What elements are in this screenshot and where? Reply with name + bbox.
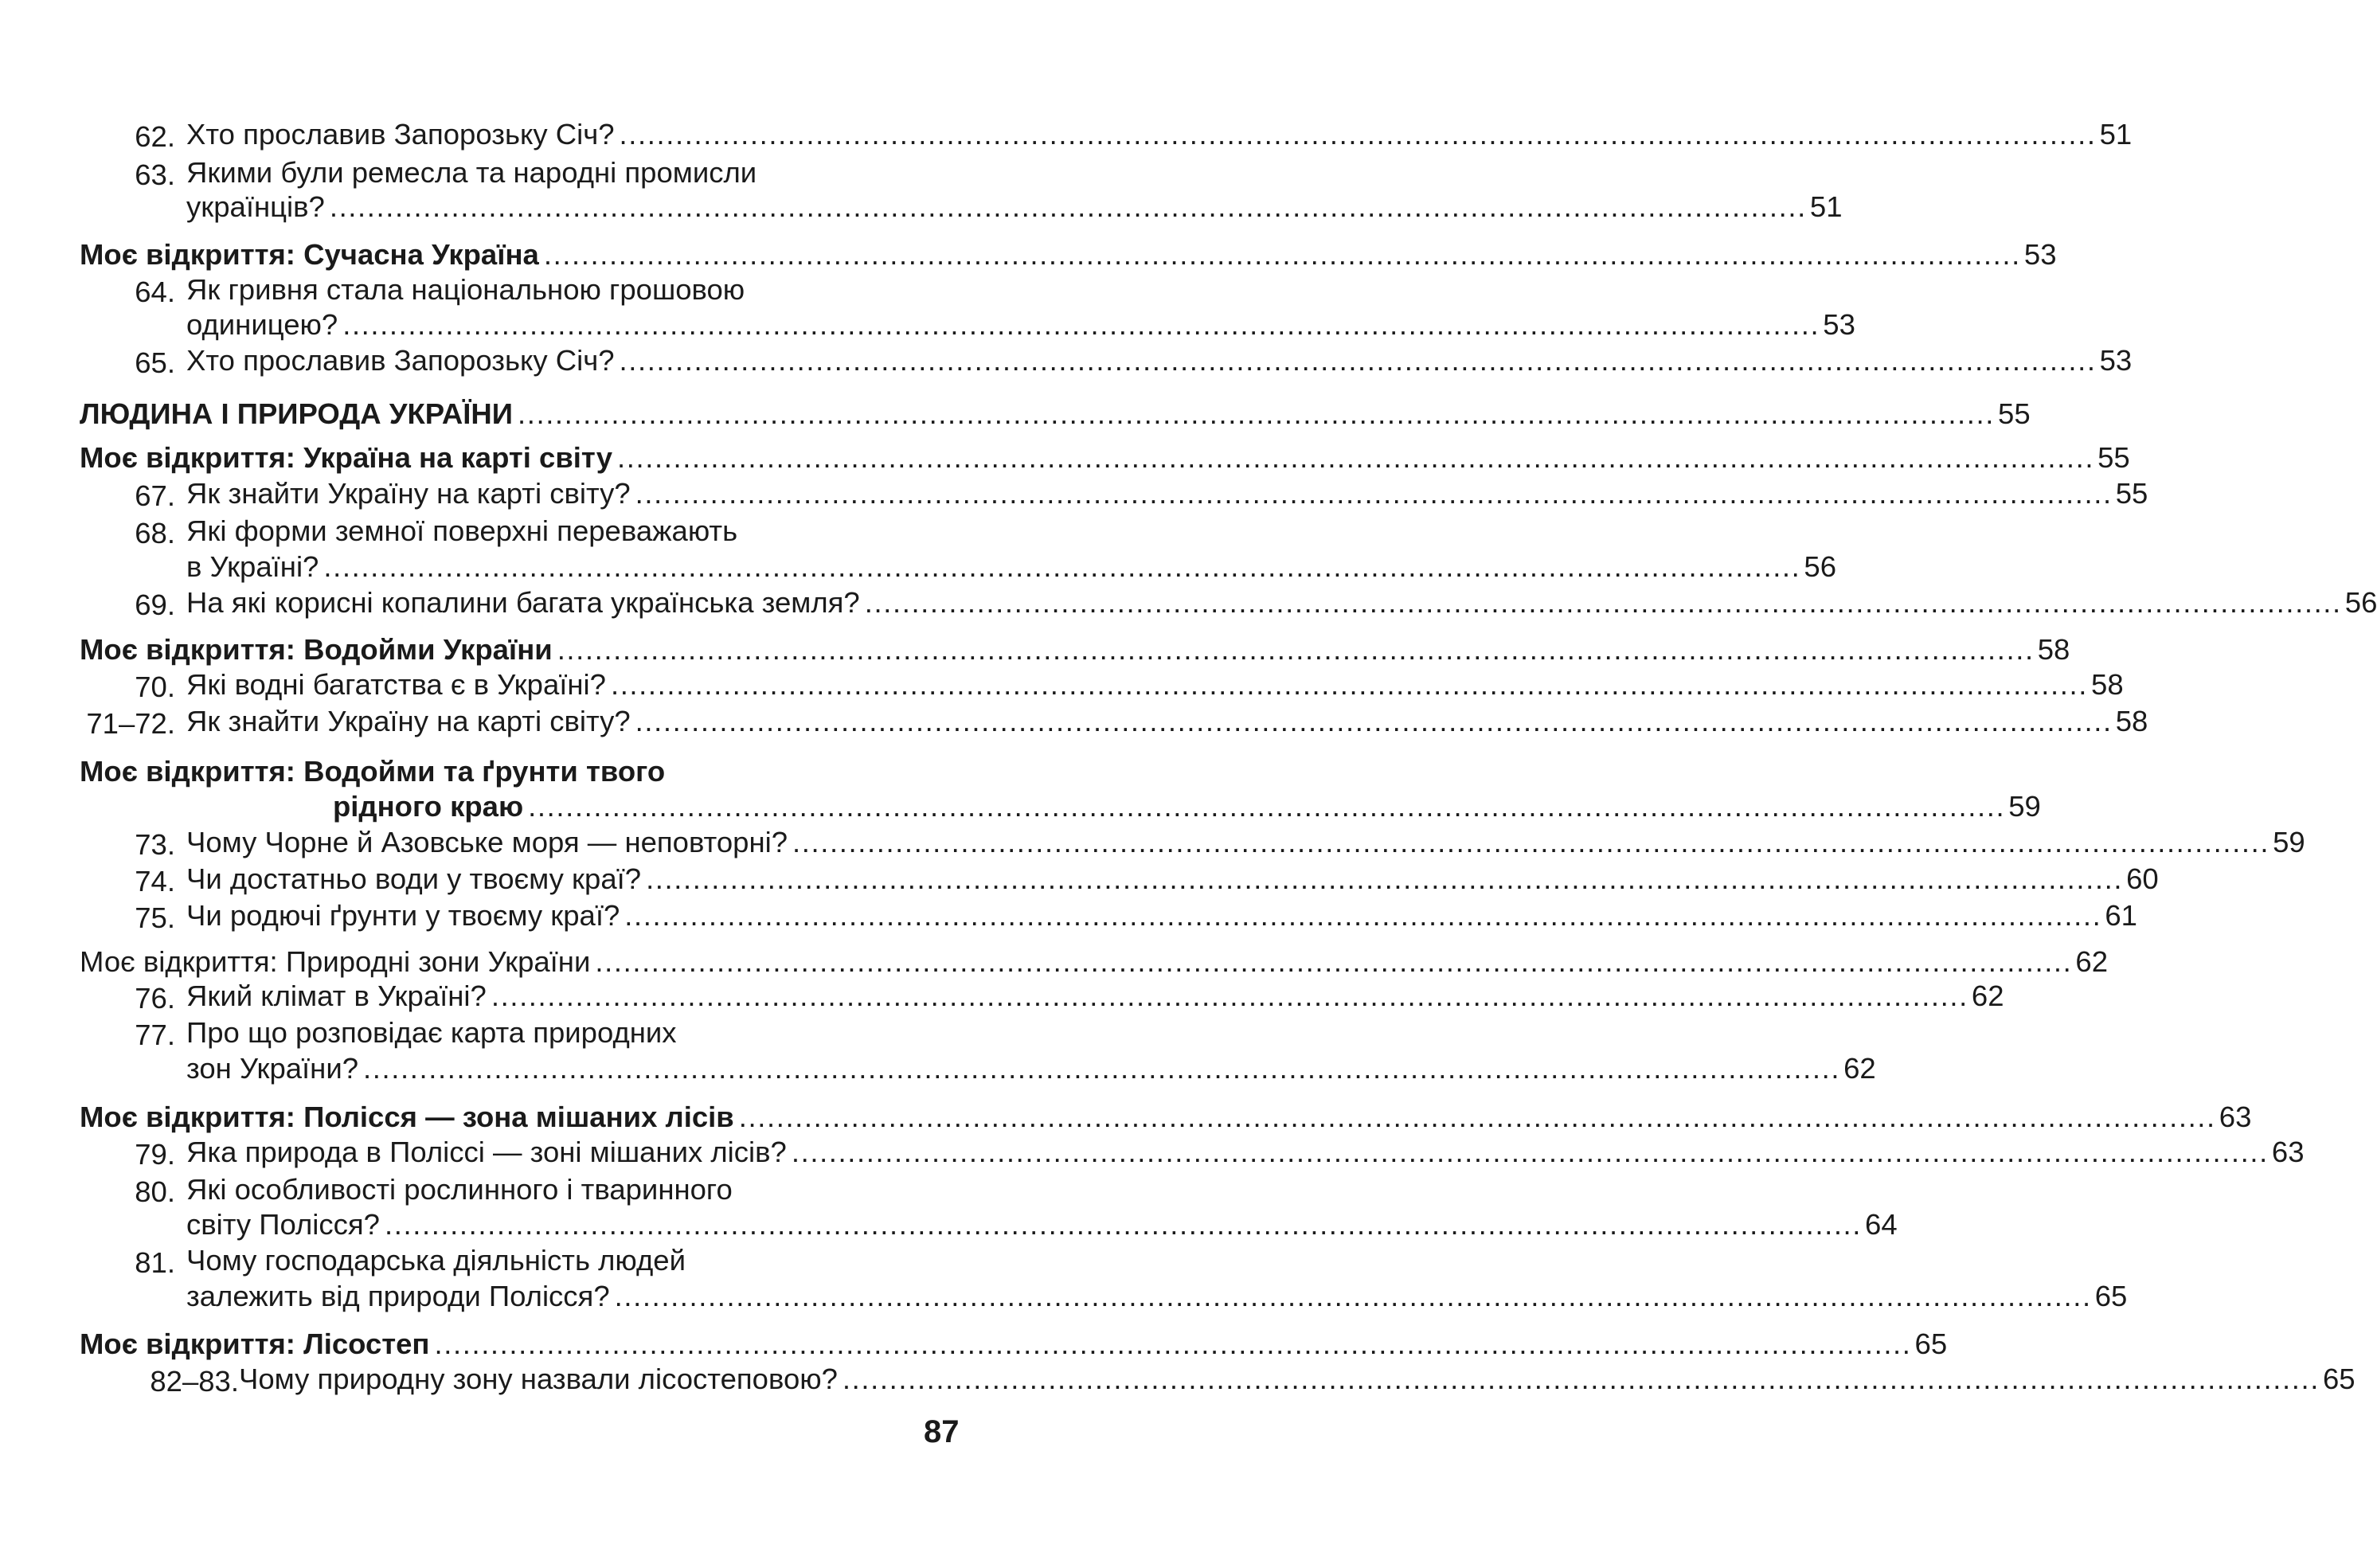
- toc-section: [0, 237, 2057, 272]
- dot-leader: ..............................................................................................................................................................: [557, 633, 2035, 666]
- entry-title: Чому природну зону назвали лісостеповою?: [239, 1363, 838, 1395]
- entry-number: 67.: [135, 479, 175, 512]
- toc-section: [0, 1327, 1948, 1362]
- toc-entry: [0, 476, 2148, 512]
- entry-page: 61: [2105, 899, 2137, 932]
- dot-leader: ..............................................................................................................................................................: [342, 308, 1820, 341]
- entry-title: На які корисні копалини багата українська земля?: [186, 586, 860, 619]
- entry-title: Чому Чорне й Азовське моря — неповторні?: [186, 826, 788, 858]
- dot-leader: ..............................................................................................................................................................: [842, 1363, 2320, 1395]
- toc-entry-continuation: [0, 1051, 1876, 1086]
- toc-entry-continuation: [0, 1279, 2128, 1314]
- toc-entry: [0, 1362, 2355, 1398]
- section-title-line-1: Моє відкриття: Водойми та ґрунти твого: [80, 755, 666, 788]
- part-title: ЛЮДИНА І ПРИРОДА УКРАЇНИ: [80, 397, 513, 430]
- toc-entry-continuation: [0, 1207, 1898, 1242]
- dot-leader: ..............................................................................................................................................................: [517, 397, 1996, 430]
- dot-leader: ..............................................................................................................................................................: [434, 1328, 1912, 1360]
- section-title-line-2: рідного краю: [333, 790, 524, 823]
- section-title: Моє відкриття: Полісся — зона мішаних лісів: [80, 1101, 734, 1133]
- entry-number: 63.: [135, 158, 175, 191]
- section-page: 63: [2219, 1101, 2252, 1133]
- entry-number: 79.: [135, 1138, 175, 1171]
- toc-entry: [0, 1243, 1097, 1278]
- entry-page: 65: [2094, 1280, 2128, 1312]
- section-page: 65: [1914, 1328, 1948, 1360]
- entry-page: 59: [2273, 826, 2305, 858]
- page-number: 87: [924, 1414, 960, 1449]
- dot-leader: ..............................................................................................................................................................: [619, 118, 2097, 151]
- entry-number: 81.: [135, 1246, 175, 1279]
- toc-entry: [0, 667, 2124, 703]
- dot-leader: ..............................................................................................................................................................: [646, 862, 2124, 895]
- entry-title-line-2: зон України?: [186, 1052, 359, 1085]
- toc-entry-continuation: [0, 549, 1837, 585]
- toc-section: [0, 944, 2109, 980]
- entry-number: 77.: [135, 1019, 175, 1051]
- entry-number: 74.: [135, 865, 175, 897]
- dot-leader: ..............................................................................................................................................................: [543, 238, 2021, 271]
- section-page: 55: [2097, 441, 2130, 474]
- entry-number: 80.: [135, 1175, 175, 1208]
- toc-section: [0, 1100, 2252, 1135]
- toc-part: [0, 397, 2031, 432]
- dot-leader: ..............................................................................................................................................................: [617, 441, 2095, 474]
- toc-entry: [0, 1172, 1097, 1207]
- toc-section-continuation: [0, 789, 2041, 824]
- entry-number: 75.: [135, 901, 175, 934]
- toc-entry-continuation: [0, 190, 1843, 225]
- dot-leader: ..............................................................................................................................................................: [614, 1280, 2092, 1312]
- entry-number: 71–72.: [86, 707, 175, 740]
- entry-title: Як знайти Україну на карті світу?: [186, 705, 631, 737]
- toc-entry: [0, 1135, 2305, 1171]
- dot-leader: ..............................................................................................................................................................: [792, 826, 2270, 858]
- entry-page: 53: [2099, 344, 2133, 377]
- section-title: Моє відкриття: Україна на карті світу: [80, 441, 613, 474]
- entry-page: 64: [1865, 1208, 1898, 1241]
- entry-page: 58: [2115, 705, 2148, 737]
- entry-page: 62: [1971, 980, 2004, 1012]
- section-page: 53: [2023, 238, 2057, 271]
- entry-page: 53: [1823, 308, 1855, 341]
- part-page: 55: [1998, 397, 2031, 430]
- entry-title-line-2: одиницею?: [186, 308, 338, 341]
- dot-leader: ..............................................................................................................................................................: [791, 1136, 2269, 1168]
- toc-entry-continuation: [0, 307, 1855, 342]
- toc-entry: [0, 514, 1097, 549]
- entry-number: 68.: [135, 517, 175, 549]
- entry-title: Який клімат в Україні?: [186, 980, 487, 1012]
- dot-leader: ..............................................................................................................................................................: [491, 980, 1968, 1012]
- entry-page: 58: [2091, 668, 2124, 701]
- section-title: Моє відкриття: Природні зони України: [80, 945, 591, 978]
- entry-title: Яка природа в Поліссі — зоні мішаних лісів?: [186, 1136, 787, 1168]
- entry-page: 65: [2322, 1363, 2355, 1395]
- toc-entry: [0, 704, 2148, 740]
- dot-leader: ..............................................................................................................................................................: [363, 1052, 1841, 1085]
- dot-leader: ..............................................................................................................................................................: [624, 899, 2102, 932]
- entry-number: 65.: [135, 346, 175, 379]
- entry-title-line-2: світу Полісся?: [186, 1208, 380, 1241]
- toc-entry: [0, 898, 2137, 934]
- toc-section: [0, 632, 2070, 667]
- entry-number: 69.: [135, 588, 175, 621]
- toc-entry: [0, 1015, 1097, 1050]
- dot-leader: ..............................................................................................................................................................: [528, 790, 2006, 823]
- toc-entry: [0, 272, 1097, 307]
- entry-page: 51: [2099, 118, 2133, 151]
- entry-number: 82–83.: [150, 1365, 239, 1398]
- toc-entry: [0, 862, 2159, 897]
- toc-entry: [0, 825, 2305, 861]
- toc-entry: [0, 155, 1097, 190]
- entry-number: 76.: [135, 982, 175, 1015]
- toc-entry: [0, 585, 2377, 621]
- dot-leader: ..............................................................................................................................................................: [323, 550, 1801, 583]
- entry-title-line-1: Якими були ремесла та народні промисли: [186, 156, 757, 189]
- entry-title-line-2: залежить від природи Полісся?: [186, 1280, 610, 1312]
- entry-number: 73.: [135, 828, 175, 861]
- entry-page: 60: [2126, 862, 2159, 895]
- toc-entry: [0, 117, 2133, 153]
- entry-title-line-1: Які особливості рослинного і тваринного: [186, 1173, 733, 1206]
- toc-section: [0, 754, 1097, 789]
- entry-title-line-1: Як гривня стала національною грошовою: [186, 273, 745, 306]
- toc-entry: [0, 979, 2004, 1015]
- section-page: 59: [2008, 790, 2041, 823]
- entry-title: Чи родючі ґрунти у твоєму краї?: [186, 899, 620, 932]
- dot-leader: ..............................................................................................................................................................: [384, 1208, 1863, 1241]
- dot-leader: ..............................................................................................................................................................: [738, 1101, 2216, 1133]
- entry-page: 56: [2344, 586, 2377, 619]
- entry-page: 55: [2115, 477, 2148, 510]
- entry-title: Чи достатньо води у твоєму краї?: [186, 862, 642, 895]
- section-page: 62: [2075, 945, 2109, 978]
- dot-leader: ..............................................................................................................................................................: [635, 477, 2113, 510]
- entry-title-line-2: в Україні?: [186, 550, 319, 583]
- dot-leader: ..............................................................................................................................................................: [329, 190, 1807, 223]
- dot-leader: ..............................................................................................................................................................: [619, 344, 2097, 377]
- dot-leader: ..............................................................................................................................................................: [595, 945, 2073, 978]
- entry-title: Як знайти Україну на карті світу?: [186, 477, 631, 510]
- entry-title-line-1: Про що розповідає карта природних: [186, 1016, 677, 1049]
- toc-entry: [0, 343, 2133, 379]
- entry-title-line-1: Які форми земної поверхні переважають: [186, 514, 738, 547]
- section-title: Моє відкриття: Водойми України: [80, 633, 553, 666]
- entry-title: Які водні багатства є в Україні?: [186, 668, 606, 701]
- entry-title: Хто прославив Запорозьку Січ?: [186, 118, 615, 151]
- dot-leader: ..............................................................................................................................................................: [610, 668, 2089, 701]
- entry-number: 62.: [135, 120, 175, 153]
- section-title: Моє відкриття: Сучасна Україна: [80, 238, 539, 271]
- entry-title-line-1: Чому господарська діяльність людей: [186, 1244, 686, 1277]
- entry-page: 56: [1804, 550, 1837, 583]
- dot-leader: ..............................................................................................................................................................: [864, 586, 2342, 619]
- entry-page: 63: [2271, 1136, 2305, 1168]
- toc-section: [0, 440, 2130, 475]
- dot-leader: ..............................................................................................................................................................: [635, 705, 2113, 737]
- entry-page: 62: [1843, 1052, 1876, 1085]
- entry-number: 70.: [135, 671, 175, 703]
- section-page: 58: [2037, 633, 2070, 666]
- entry-title-line-2: українців?: [186, 190, 325, 223]
- entry-title: Хто прославив Запорозьку Січ?: [186, 344, 615, 377]
- entry-page: 51: [1809, 190, 1843, 223]
- entry-number: 64.: [135, 276, 175, 308]
- section-title: Моє відкриття: Лісостеп: [80, 1328, 430, 1360]
